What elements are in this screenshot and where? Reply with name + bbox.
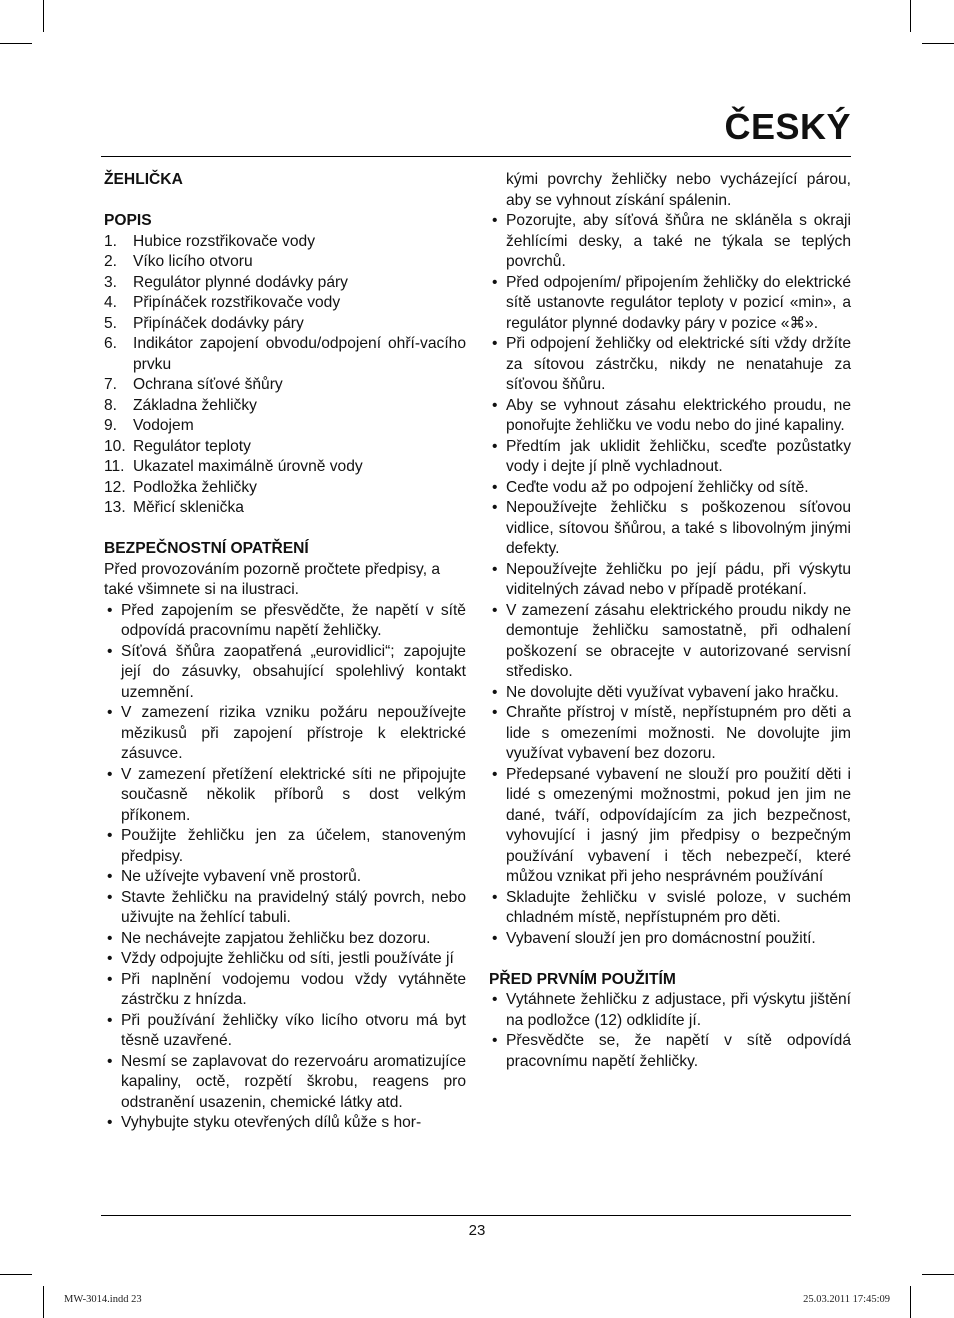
safety-intro: Před provozováním pozorně pročtete předpisy, a také všimnete si na ilustraci. — [104, 560, 441, 598]
list-item: • Ne užívejte vybavení vně prostorů. — [104, 867, 466, 888]
list-item: 9. Vodojem — [104, 417, 194, 434]
list-item: 12. Podložka žehličky — [104, 478, 257, 496]
file-info: MW-3014.indd 23 — [64, 1294, 142, 1305]
first-use-heading: PŘED PRVNÍM POUŽITÍM — [489, 970, 676, 988]
list-item: • Nepoužívejte žehličku po její pádu, při výskytu viditelných závad nebo v případě protékaní. — [489, 560, 851, 601]
list-item: • Při naplnění vodojemu vodou vždy vytáhněte zástrčku z hnízda. — [104, 970, 466, 1011]
right-column — [489, 170, 851, 1072]
crop-mark — [43, 0, 44, 32]
first-use-list — [489, 990, 851, 1072]
safety-heading: BEZPEČNOSTNÍ OPATŘENÍ — [104, 540, 309, 557]
list-item: • Síťová šňůra zaopatřená „eurovidlici“; zapojujte její do zásuvky, obsahující spolehlivý kontakt uzemnění. — [104, 642, 466, 704]
list-item: 1. Hubice rozstřikovače vody — [104, 232, 316, 250]
crop-mark — [910, 1286, 911, 1318]
list-item: • Nesmí se zaplavovat do rezervoáru aromatizujíce kapaliny, octě, rozpětí škrobu, reagens pro odstranění usazenin, chemické látky atd. — [104, 1052, 466, 1114]
safety-list-continued — [489, 170, 851, 949]
list-item: 2. Víko licího otvoru — [104, 253, 253, 270]
left-column — [104, 170, 466, 1134]
list-item: kými povrchy žehličky nebo vycházející párou, aby se vyhnout získání spálenin. — [506, 171, 851, 209]
list-item: • V zamezení přetížení elektrické síti ne připojujte současně několik příborů s dost velkým příkonem. — [104, 765, 466, 827]
list-item: • Při používání žehličky víko licího otvoru má byt těsně uzavřené. — [104, 1011, 466, 1052]
list-item: 4. Připínáček rozstřikovače vody — [104, 294, 341, 311]
crop-mark — [922, 1274, 954, 1275]
list-item: • Použijte žehličku jen za účelem, stanoveným předpisy. — [104, 826, 466, 867]
list-item: • Před odpojením/ připojením žehličky do elektrické sítě ustanovte regulátor teploty v pozicí «min», a regulátor plynné dodavky páry v pozice «⌘». — [489, 273, 851, 335]
list-item: • Před zapojením se přesvědčte, že napětí v sítě odpovídá pracovnímu napětí žehličky. — [104, 601, 466, 642]
list-item: 13. Měřicí sklenička — [104, 499, 244, 516]
safety-list — [104, 601, 466, 1134]
page-number: 23 — [468, 1222, 486, 1239]
list-item: • Chraňte přístroj v místě, nepřístupném pro děti a lide s omezeními možnosti. Ne dovolujte jim využívat vybavení bez dozoru. — [489, 703, 851, 765]
list-item: • Vyhybujte styku otevřených dílů kůže s hor- — [104, 1113, 466, 1134]
list-item: 10. Regulátor teploty — [104, 437, 251, 455]
list-item: • Předepsané vybavení ne slouží pro použití děti i lidé s omezenými možnostmi, pokud jen jim ne dané, tváří, odpovídajícím za jich bezpečnost, vyhovující i jasný jim předpisy o bezpečným používání vybavení i těch nebezpečí, které můžou vznikat při jeho nesprávném používání — [489, 765, 851, 888]
page-header — [101, 108, 851, 157]
footer-divider — [101, 1215, 851, 1216]
list-item: • Ne nechávejte zapjatou žehličku bez dozoru. — [104, 929, 466, 950]
list-item: • Ne dovolujte děti využívat vybavení jako hračku. — [489, 683, 851, 704]
list-item: 6. Indikátor zapojení obvodu/odpojení ohří-vacího prvku — [104, 335, 466, 373]
list-item: 5. Připínáček dodávky páry — [104, 314, 304, 332]
list-item: 11. Ukazatel maximálně úrovně vody — [104, 458, 363, 475]
print-timestamp: 25.03.2011 17:45:09 — [803, 1294, 890, 1305]
list-item: • Vždy odpojujte žehličku od síti, jestli používáte jí — [104, 949, 466, 970]
list-item: • Aby se vyhnout zásahu elektrického proudu, ne ponořujte žehličku ve vodu nebo do jiné kapaliny. — [489, 396, 851, 437]
list-item: • Při odpojení žehličky od elektrické síti vždy držíte za sítovou zástrčku, nikdy ne nenatahuje za síťovou šňůru. — [489, 334, 851, 396]
list-item: • Ceďte vodu až po odpojení žehličky od sítě. — [489, 478, 851, 499]
list-item: • Nepoužívejte žehličku s poškozenou síťovou vidlice, sítovou šňůrou, a také s libovolným jinými defekty. — [489, 498, 851, 560]
crop-mark — [922, 43, 954, 44]
crop-mark — [0, 1274, 32, 1275]
list-item: • Předtím jak uklidit žehličku, sceďte pozůstatky vody i dejte jí plně vychladnout. — [489, 437, 851, 478]
list-item: • Přesvědčte se, že napětí v sítě odpovídá pracovnímu napětí žehličky. — [489, 1031, 851, 1072]
list-item: • Skladujte žehličku v svislé poloze, v suchém chladném místě, nepřístupném pro děti. — [489, 888, 851, 929]
list-item: 7. Ochrana síťové šňůry — [104, 376, 283, 393]
section-title: ŽEHLIČKA — [104, 171, 183, 188]
list-item: 8. Základna žehličky — [104, 396, 257, 414]
list-item: • Vybavení slouží jen pro domácnostní použití. — [489, 929, 851, 950]
list-item: • V zamezení rizika vzniku požáru nepoužívejte mězikusů při zapojení přístroje k elektrické zásuvce. — [104, 703, 466, 765]
list-item: • Vytáhnete žehličku z adjustace, při výskytu jištění na podložce (12) odklidíte jí. — [489, 990, 851, 1031]
list-item: • Stavte žehličku na pravidelný stálý povrch, nebo uživujte na žehlící tabuli. — [104, 888, 466, 929]
parts-list — [104, 232, 466, 519]
crop-mark — [0, 43, 32, 44]
list-item: 3. Regulátor plynné dodávky páry — [104, 273, 348, 291]
crop-mark — [910, 0, 911, 32]
list-item: • V zamezení zásahu elektrického proudu nikdy ne demontuje žehličku samostatně, při odhalení poškození se obracejte v autorizované servisní středisko. — [489, 601, 851, 683]
page-title: ČESKÝ — [724, 106, 851, 147]
list-item: • Pozorujte, aby síťová šňůra ne skláněla s okraji žehlícími desky, a také ne týkala se teplých povrchů. — [489, 211, 851, 273]
crop-mark — [43, 1286, 44, 1318]
popis-heading: POPIS — [104, 212, 152, 229]
